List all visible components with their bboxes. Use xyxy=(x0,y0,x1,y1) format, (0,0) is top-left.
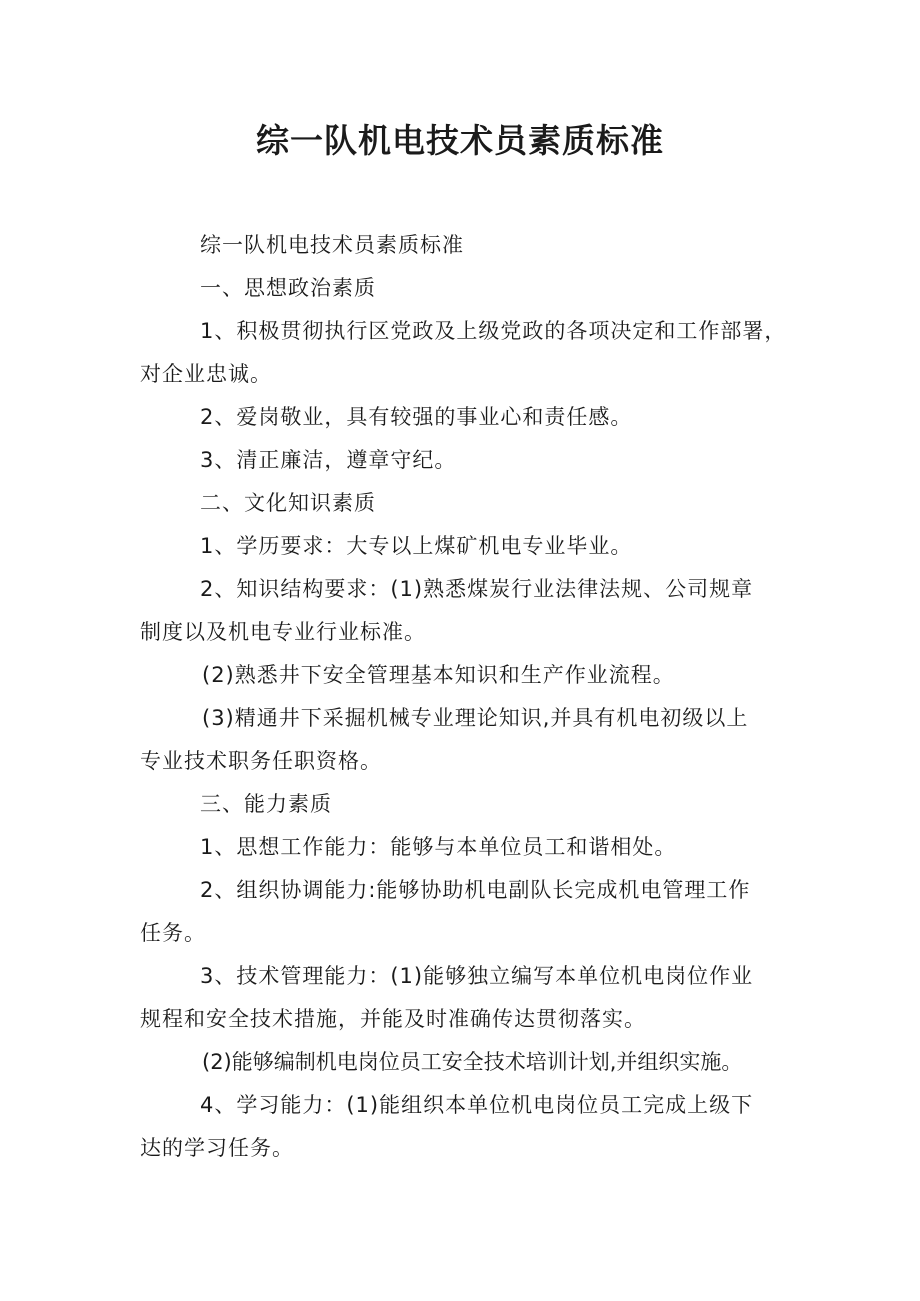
paragraph-line: 1、积极贯彻执行区党政及上级党政的各项决定和工作部署， xyxy=(200,319,787,343)
paragraph-line: 制度以及机电专业行业标准。 xyxy=(140,620,426,644)
paragraph-line: (2)能够编制机电岗位员工安全技术培训计划,并组织实施。 xyxy=(202,1050,743,1074)
paragraph-line: 规程和安全技术措施，并能及时准确传达贯彻落实。 xyxy=(140,1007,646,1031)
paragraph-line: 2、组织协调能力:能够协助机电副队长完成机电管理工作 xyxy=(200,878,751,902)
page-title: 综一队机电技术员素质标准 xyxy=(256,121,664,160)
paragraph-subtitle: 综一队机电技术员素质标准 xyxy=(200,233,464,257)
paragraph-line: 4、学习能力：(1)能组织本单位机电岗位员工完成上级下 xyxy=(200,1093,754,1117)
document-body xyxy=(140,224,790,1170)
paragraph-line: (2)熟悉井下安全管理基本知识和生产作业流程。 xyxy=(202,663,675,687)
paragraph-line: 1、学历要求：大专以上煤矿机电专业毕业。 xyxy=(200,534,633,558)
paragraph-line: 达的学习任务。 xyxy=(140,1136,294,1160)
paragraph-line: 对企业忠诚。 xyxy=(140,362,272,386)
paragraph-line: 3、清正廉洁，遵章守纪。 xyxy=(200,448,457,472)
section-heading-knowledge: 二、文化知识素质 xyxy=(200,491,376,515)
section-heading-political: 一、思想政治素质 xyxy=(200,276,376,300)
paragraph-line: 3、技术管理能力：(1)能够独立编写本单位机电岗位作业 xyxy=(200,964,754,988)
paragraph-line: 2、爱岗敬业，具有较强的事业心和责任感。 xyxy=(200,405,633,429)
paragraph-line: 专业技术职务任职资格。 xyxy=(140,749,382,773)
paragraph-line: 1、思想工作能力：能够与本单位员工和谐相处。 xyxy=(200,835,677,859)
paragraph-line: 任务。 xyxy=(140,921,206,945)
paragraph-line: 2、知识结构要求：(1)熟悉煤炭行业法律法规、公司规章 xyxy=(200,577,754,601)
paragraph-line: (3)精通井下采掘机械专业理论知识,并具有机电初级以上 xyxy=(202,706,749,730)
section-heading-ability: 三、能力素质 xyxy=(200,792,332,816)
